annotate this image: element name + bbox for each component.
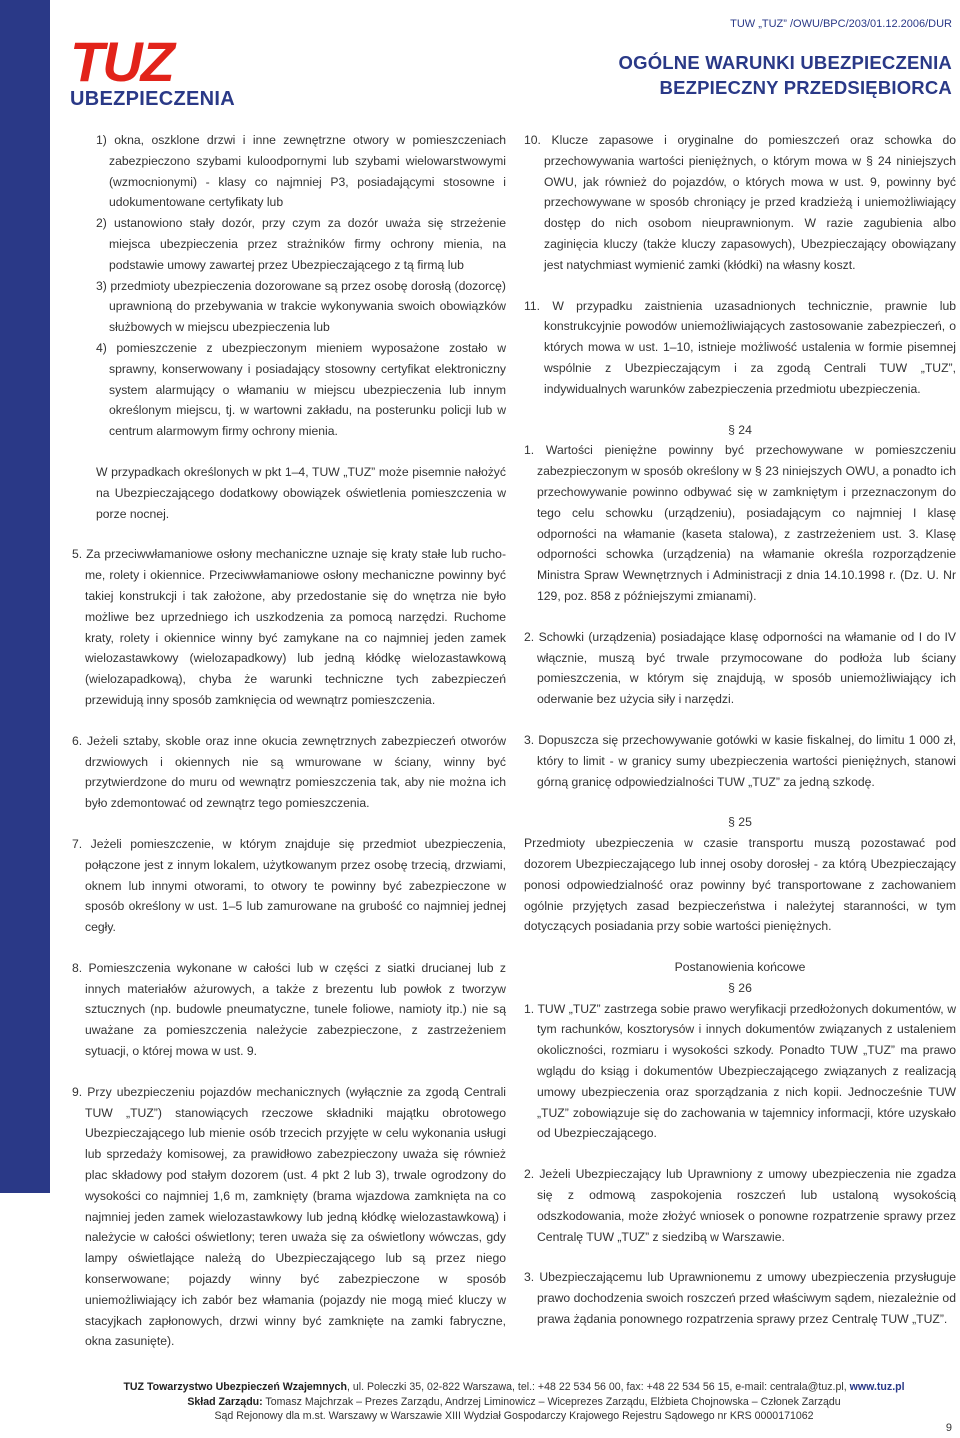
paragraph-5: 5. Za przeciwwłamaniowe osłony mechaniczne uznaje się kraty stałe lub ruchome, rolety i okiennice. Przeciwwłamaniowe osłony mechaniczne powinny być takiej konstrukcji i tak założone, aby przedostanie się do wnętrza nie było możliwe bez uprzedniego ich uszkodzenia za pomocą narzędzi. Ruchome kraty, rolety i okiennice winny być zamykane na co najmniej jeden zamek wielozastawkowy (wielozapadkowy) lub jedną kłódkę wielozastawkową (wielozapadkową), chyba że warunki techniczne tych zabezpieczeń przewidują inny sposób zamknięcia od wewnątrz pomieszczenia. (72, 547, 506, 707)
section-24-item-1: 1. Wartości pieniężne powinny być przechowywane w pomieszczeniu zabezpieczonym w sposób określony w § 23 niniejszych OWU, a ponadto ich przechowywanie powinno odbywać się w zamkniętym i przeznaczonym do tego celu schowku (urządzeniu), posiadającym co najmniej I klasę odporności na włamanie (kaseta stalowa), z zastrzeżeniem ust. 3. Klasę odporności schowka (urządzenia) na włamanie określa rozporządzenie Ministra Spraw Wewnętrznych i Administracji z dnia 14.10.1998 r. (Dz. U. Nr 129, poz. 858 z późniejszymi zmianami). (524, 443, 956, 603)
section-26-item-1: 1. TUW „TUZ” zastrzega sobie prawo weryfikacji przedłożonych dokumentów, w tym rachunków, kosztorysów i innych dokumentów związanych z ustaleniem okoliczności, rozmiaru i wysokości szkody. Ponadto TUW „TUZ” ma prawo wglądu do ksiąg i dokumentów Ubezpieczającego związanych z realizacją umowy ubezpieczenia oraz sporządzania z nich kopii. Jednocześnie TUW „TUZ” zobowiązuje się do zachowania w tajemnicy informacji, które uzyskało od Ubezpieczającego. (524, 1001, 956, 1141)
footer-website-link[interactable]: www.tuz.pl (849, 1381, 905, 1393)
final-provisions-heading: Postanowienia końcowe (674, 960, 806, 975)
footer-board-label: Skład Zarządu: (187, 1395, 263, 1408)
logo-subtitle: UBEZPIECZENIA (70, 88, 236, 110)
footer-company-name: TUZ Towarzystwo Ubezpieczeń Wzajemnych (123, 1381, 347, 1393)
lighting-note: W przypadkach określonych w pkt 1–4, TUW „TUZ” może pisemnie nałożyć na Ubezpieczającego dodatkowy obowiązek oświetlenia pomieszczenia w porze nocnej. (96, 464, 506, 521)
paragraph-8: 8. Pomieszczenia wykonane w całości lub w części z siatki drucianej lub z innych materiałów ażurowych, a także z brezentu lub powłok z tworzyw sztucznych (np. budowle pneumatyczne, tunele foliowe, namioty itp.) nie są uważane za pomieszczenia należycie zabezpieczone, z zastrzeżeniem sytuacji, o której mowa w ust. 9. (72, 960, 506, 1059)
section-24-item-2: 2. Schowki (urządzenia) posiadające klasę odporności na włamanie od I do IV włącznie, muszą być trwale przymocowane do podłoża lub ściany pomieszczenia, w którym się znajdują, w sposób uniemożliwiający ich oderwanie bez użycia siły i narzędzi. (524, 629, 956, 707)
paragraph-10: 10. Klucze zapasowe i oryginalne do pomieszczeń oraz schowka do przechowywania wartości pieniężnych, o którym mowa w § 24 niniejszych OWU, jak również do pojazdów, o których mowa w ust. 9, powinny być przechowywane w sposób chroniący je przed kradzieżą i uniemożliwiający dostęp do nich osobom nieuprawnionym. W razie zagubienia albo zaginięcia kluczy (także kluczy zapasowych), Ubezpieczający obowiązany jest natychmiast wymienić zamki (kłódki) na własny koszt. (524, 133, 956, 272)
page-number: 9 (945, 1422, 952, 1434)
left-accent-bar (0, 0, 50, 1193)
paragraph-9: 9. Przy ubezpieczeniu pojazdów mechanicznych (wyłącznie za zgodą Centrali TUW „TUZ”) stanowiących rzeczowe składniki majątku obrotowego Ubezpieczającego lub mienie osób trzecich przyjęte w celu wykonania usługi lub sprzedaży komisowej, za prawidłowo zabezpieczony uważa się również plac składowy pod stałym dozorem (ust. 4 pkt 2 lub 3), trwale ogrodzony do wysokości co najmniej 1,6 m, zamknięty (brama wjazdowa zamknięta na co najmniej jeden zamek wielozastawkowy lub jedną kłódkę wielozastawkową) i należycie w całości oświetlony; teren uważa się za oświetlony wówczas, gdy lampy oświetlające należą do Ubezpieczającego lub są przez niego konserwowane; pojazdy winny być zabezpieczone w sposób uniemożliwiający ich zabór bez włamania (pojazdy nie mogą mieć kluczy w stacyjkach zapłonowych, drzwi winny być zamknięte na zamki fabryczne, okna zasunięte). (72, 1084, 506, 1349)
document-title (619, 50, 952, 100)
title-line-1: OGÓLNE WARUNKI UBEZPIECZENIA (618, 52, 952, 73)
footer-company-line (72, 1380, 956, 1395)
page-footer (72, 1380, 956, 1424)
section-25-heading: § 25 (728, 815, 752, 830)
left-column (72, 130, 506, 1352)
paragraph-11: 11. W przypadku zaistnienia uzasadnionych technicznie, prawnie lub konstrukcyjnie powodów uniemożliwiających zastosowanie zabezpieczeń, o których mowa w ust. 1–10, istnieje możliwość ustalenia w formie pisemnej wspólnie z Ubezpieczającym i za zgodą Centrali TUW „TUZ”, indywidualnych warunków zabezpieczenia przedmiotu ubezpieczenia. (524, 298, 956, 396)
condition-4: 4) pomieszczenie z ubezpieczonym mieniem wyposażone zostało w sprawny, konserwowany i posiadający stosowny certyfikat elektroniczny system alarmujący o włamaniu w miejscu ubezpieczenia lub innym określonym miejscu, tj. w wartowni zakładu, na posterunku policji lub w centrum alarmowym firmy ochrony mienia. (96, 340, 506, 439)
section-25-text: Przedmioty ubezpieczenia w czasie transportu muszą pozostawać pod dozorem Ubezpieczającego lub innej osoby dorosłej - za którą Ubezpieczający ponosi odpowiedzialność oraz powinny być transportowane z zachowaniem ogólnie przyjętych zasad bezpieczeństwa i należytej staranności, w tym dotyczących posiadania przy sobie wartości pieniężnych. (524, 836, 956, 934)
right-column (524, 130, 956, 1330)
title-line-2: BEZPIECZNY PRZEDSIĘBIORCA (659, 77, 952, 98)
section-26-item-2: 2. Jeżeli Ubezpieczający lub Uprawniony z umowy ubezpieczenia nie zgadza się z odmową zaspokojenia roszczeń lub ustaloną wysokością odszkodowania, może złożyć wniosek o ponowne rozpatrzenie sprawy przez Centralę TUW „TUZ” z siedzibą w Warszawie. (524, 1167, 956, 1244)
footer-board-line (72, 1395, 956, 1410)
paragraph-7: 7. Jeżeli pomieszczenie, w którym znajduje się przedmiot ubezpieczenia, połączone jest z innym lokalem, użytkowanym przez osobę trzecią, drzwiami, oknem lub innymi otworami, to otwory te powinny być zabezpieczone w sposób określony w ust. 1–5 lub zamurowane na grubość co najmniej jednej cegły. (72, 836, 506, 935)
condition-1: 1) okna, oszklone drzwi i inne zewnętrzne otwory w pomieszczeniach zabezpieczono szybami kuloodpornymi lub szybami wielowarstwowymi (wzmocnionymi) - klasy co najmniej P3, posiadającymi stosowne i udokumentowane certyfikaty lub (96, 133, 506, 210)
condition-3: 3) przedmioty ubezpieczenia dozorowane są przez osobę dorosłą (dozorcę) uprawnioną do przebywania w trakcie wykonywania swoich obowiązków służbowych w miejscu ubezpieczenia lub (96, 278, 506, 335)
paragraph-6: 6. Jeżeli sztaby, skoble oraz inne okucia zewnętrznych zabezpieczeń otworów drzwiowych i okiennych nie są wmurowane w ściany, winny być przytwierdzone do muru od wewnątrz pomieszczenia tak, aby nie można ich było zdemontować od zewnątrz tego pomieszczenia. (72, 733, 506, 811)
tuz-logo (70, 30, 260, 110)
footer-address: , ul. Poleczki 35, 02-822 Warszawa, tel.: +48 22 534 56 00, fax: +48 22 534 56 15, e-mail: centrala@tuz.pl, (346, 1381, 850, 1393)
document-reference: TUW „TUZ” /OWU/BPC/203/01.12.2006/DUR (730, 18, 952, 30)
section-26-heading: § 26 (728, 980, 752, 995)
footer-board-members: Tomasz Majchrzak – Prezes Zarządu, Andrzej Liminowicz – Wiceprezes Zarządu, Elżbieta Chojnowska – Członek Zarządu (262, 1395, 841, 1408)
section-26-item-3: 3. Ubezpieczającemu lub Uprawnionemu z umowy ubezpieczenia przysługuje prawo dochodzenia swoich roszczeń przed właściwym sądem, niezależnie od prawa żądania ponownego rozpatrzenia sprawy przez Centralę TUW „TUZ”. (524, 1270, 956, 1327)
section-24-item-3: 3. Dopuszcza się przechowywanie gotówki w kasie fiskalnej, do limitu 1 000 zł, który to limit - w granicy sumy ubezpieczenia wartości pieniężnych, stanowi górną granicę odpowiedzialności TUW „TUZ” za jedną szkodę. (524, 732, 956, 789)
logo-wordmark: TUZ (70, 30, 173, 93)
footer-court-line: Sąd Rejonowy dla m.st. Warszawy w Warszawie XIII Wydział Gospodarczy Krajowego Rejestru Sądowego nr KRS 0000171062 (214, 1410, 814, 1422)
condition-2: 2) ustanowiono stały dozór, przy czym za dozór uważa się strzeżenie miejsca ubezpieczenia przez strażników firmy ochrony mienia, na podstawie umowy zawartej przez Ubezpieczającego z tą firmą lub (96, 216, 506, 272)
section-24-heading: § 24 (728, 422, 752, 437)
